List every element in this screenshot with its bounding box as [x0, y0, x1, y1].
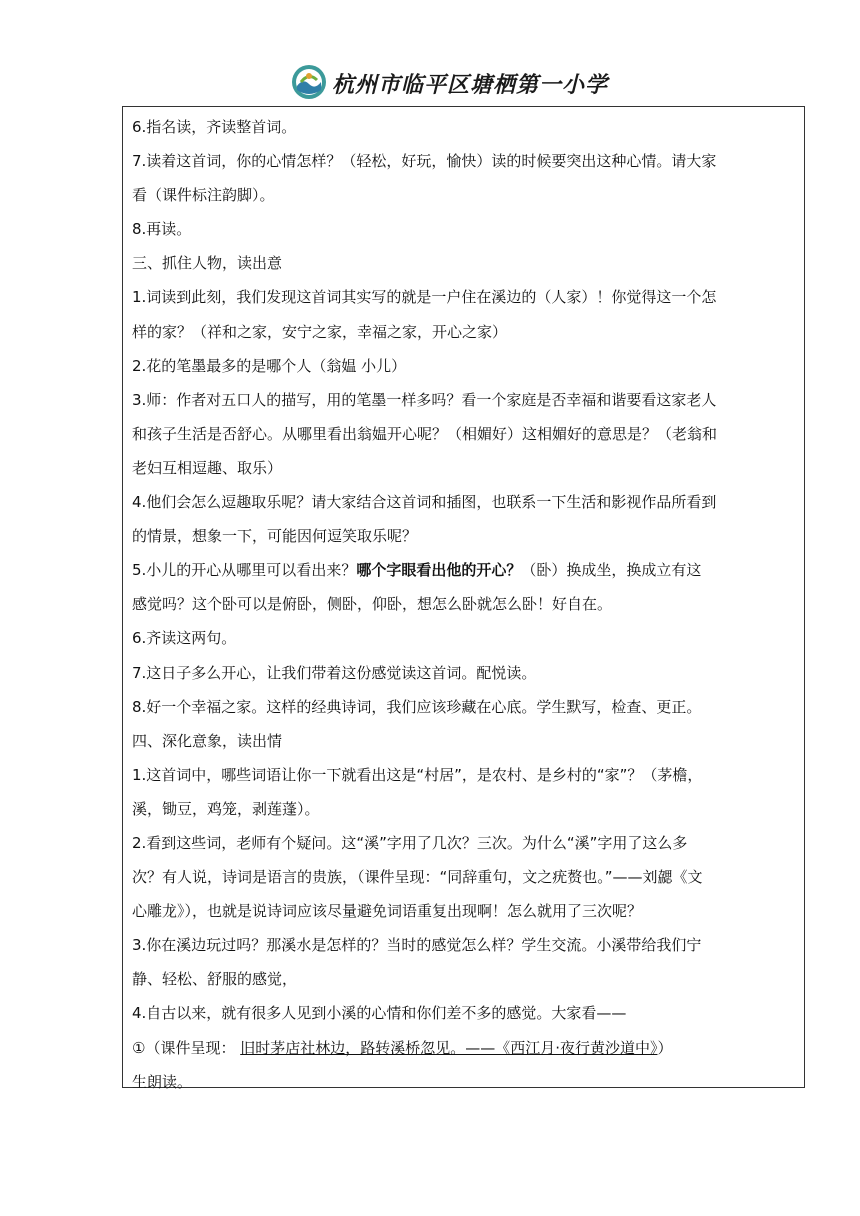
text-line: 看（课件标注韵脚）。 [132, 186, 275, 205]
text-line: 4.自古以来，就有很多人见到小溪的心情和你们差不多的感觉。大家看—— [132, 1004, 627, 1023]
text-line: 6.指名读，齐读整首词。 [132, 118, 297, 136]
text-line: 心雕龙》），也就是说诗词应该尽量避免词语重复出现啊！怎么就用了三次呢？ [132, 902, 643, 921]
text-line: 3.你在溪边玩过吗？那溪水是怎样的？当时的感觉怎么样？学生交流。小溪带给我们宁 [132, 936, 702, 955]
school-logo-icon [291, 64, 327, 100]
text-line: 和孩子生活是否舒心。从哪里看出翁媪开心呢？（相媚好）这相媚好的意思是？（老翁和 [132, 424, 718, 443]
text-line: 8.再读。 [132, 220, 192, 239]
text-line: 溪，锄豆，鸡笼，剥莲蓬）。 [132, 799, 320, 818]
text-line: 8.好一个幸福之家。这样的经典诗词，我们应该珍藏在心底。学生默写，检查、更正。 [132, 697, 702, 716]
text-line-with-quote [132, 1031, 800, 1065]
section-heading: 四、深化意象，读出情 [132, 731, 283, 750]
text-line: 3.师：作者对五口人的描写，用的笔墨一样多吗？看一个家庭是否幸福和谐要看这家老人 [132, 390, 717, 409]
text-line: 7.这日子多么开心，让我们带着这份感觉读这首词。配悦读。 [132, 663, 537, 682]
page-header [0, 62, 860, 106]
text-segment: （卧）换成坐，换成立有这 [521, 561, 702, 580]
text-line: 2.花的笔墨最多的是哪个人（翁媪 小儿） [132, 356, 407, 375]
text-segment: 5.小儿的开心从哪里可以看出来？ [132, 561, 357, 580]
text-line: 1.词读到此刻，我们发现这首词其实写的就是一户住在溪边的（人家）！你觉得这一个怎 [132, 288, 717, 307]
text-line: 2.看到这些词，老师有个疑问。这“溪”字用了几次？三次。为什么“溪”字用了这么多 [132, 833, 688, 852]
text-line: 7.读着这首词，你的心情怎样？（轻松，好玩，愉快）读的时候要突出这种心情。请大家 [132, 152, 717, 171]
text-line: 6.齐读这两句。 [132, 629, 237, 648]
text-line: 4.他们会怎么逗趣取乐呢？请大家结合这首词和插图，也联系一下生活和影视作品所看到 [132, 493, 717, 512]
text-line: 的情景，想象一下，可能因何逗笑取乐呢？ [132, 527, 418, 546]
text-line-with-emphasis [132, 553, 800, 587]
text-segment: ①（课件呈现： [132, 1038, 241, 1057]
text-segment: ） [657, 1038, 673, 1057]
text-line: 1.这首词中，哪些词语让你一下就看出这是“村居”，是农村、是乡村的“家”？（茅檐， [132, 765, 703, 784]
text-line: 感觉吗？这个卧可以是俯卧，侧卧，仰卧，想怎么卧就怎么卧！好自在。 [132, 595, 613, 614]
bold-question: 哪个字眼看出他的开心？ [356, 561, 522, 580]
text-line: 生朗读。 [132, 1072, 193, 1091]
text-line: 老妇互相逗趣、取乐） [132, 458, 283, 477]
text-line: 次？有人说，诗词是语言的贵族，（课件呈现：“同辞重句，文之疣赘也。”——刘勰《文 [132, 868, 703, 887]
lesson-content [132, 110, 800, 1099]
text-line: 样的家？（祥和之家，安宁之家，幸福之家，开心之家） [132, 322, 508, 341]
section-heading: 三、抓住人物，读出意 [132, 254, 283, 273]
underlined-poem-quote: 旧时茅店社林边，路转溪桥忽见。——《西江月·夜行黄沙道中》 [240, 1038, 658, 1057]
school-name: 杭州市临平区塘栖第一小学 [332, 72, 609, 98]
text-line: 静、轻松、舒服的感觉， [132, 970, 298, 989]
